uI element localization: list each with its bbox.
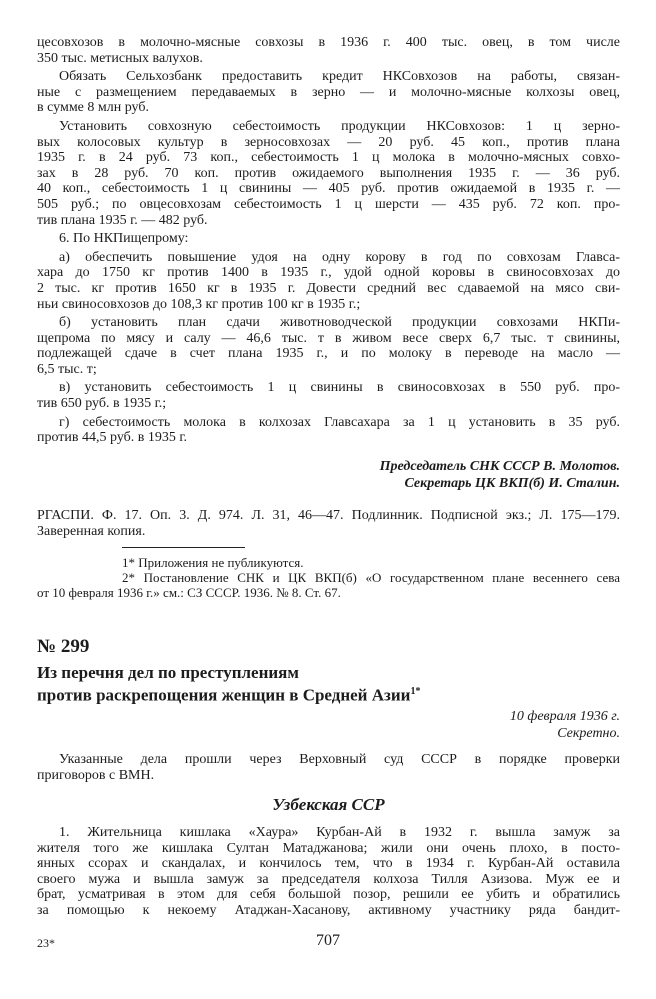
text-line: против 44,5 руб. в 1935 г. — [37, 430, 188, 446]
paragraph — [37, 415, 620, 446]
paragraph — [37, 231, 620, 247]
text-line: зах в 28 руб. 70 коп. против ожидаемого выполнения 1935 г. — 36 руб. — [37, 165, 620, 181]
text-line: 1. Жительница кишлака «Хаура» Курбан-Ай в 1932 г. вышла замуж за — [59, 825, 620, 840]
footnotes — [37, 555, 620, 600]
text-line: Обязать Сельхозбанк предоставить кредит НКСовхозов на работы, связан- — [59, 69, 620, 85]
source-line: РГАСПИ. Ф. 17. Оп. 3. Д. 974. Л. 31, 46—47. Подлинник. Подписной экз.; Л. 175—179. — [37, 508, 620, 523]
text-line: за помощью к некоему Атаджан-Хасанову, активному участнику ряда бандит- — [37, 902, 620, 918]
paragraph — [37, 380, 620, 411]
paragraph — [37, 752, 620, 783]
text-line: 350 тыс. метисных валухов. — [37, 50, 203, 66]
paragraph — [37, 315, 620, 377]
text-line: 6. По НКПищепрому: — [59, 231, 189, 247]
signature-mark: 23* — [37, 936, 55, 950]
signature-molotov: Председатель СНК СССР В. Молотов. — [379, 459, 620, 474]
paragraph — [37, 250, 620, 312]
title-text: против раскрепощения женщин в Средней Азии — [37, 685, 411, 705]
text-line: в сумме 8 млн руб. — [37, 100, 149, 116]
text-line: вых колосовых культур в зерносовхозах — 20 руб. 45 коп., против плана — [37, 134, 620, 150]
document-number: № 299 — [37, 636, 90, 657]
section-heading: Узбекская ССР — [272, 795, 385, 814]
signature-stalin: Секретарь ЦК ВКП(б) И. Сталин. — [404, 476, 620, 491]
signatures — [37, 458, 620, 492]
case-text — [37, 825, 620, 922]
text-line: хара до 1750 кг против 1400 в 1935 г., удой одной коровы в свиносовхозах до — [37, 265, 620, 281]
title-footnote-mark: 1* — [410, 686, 421, 697]
text-line: своего мужа и вышла замуж за председателя колхоза Тилля Азизова. Муж ее и — [37, 871, 620, 887]
document-date: 10 февраля 1936 г. — [509, 709, 620, 724]
text-line: 2 тыс. кг против 1650 кг в 1935 г. Довести средний вес сдаваемой на мясо сви- — [37, 280, 620, 296]
text-line: Установить совхозную себестоимость продукции НКСовхозов: 1 ц зерно- — [59, 118, 620, 134]
text-line: брат, усматривая в этом для себя большой позор, решили ее убить и обратились — [37, 887, 620, 903]
text-line: цесовхозов в молочно-мясные совхозы в 1936 г. 400 тыс. овец, в том числе — [37, 35, 620, 50]
text-line: ньи свиносовхозов до 108,3 кг против 100 кг в 1935 г.; — [37, 296, 361, 312]
paragraph — [37, 35, 620, 66]
footnote-divider — [122, 547, 245, 548]
text-line: тив 650 руб. в 1935 г.; — [37, 396, 167, 412]
paragraph — [37, 825, 620, 919]
footnote-line: 2* Постановление СНК и ЦК ВКП(б) «О государственном плане весеннего сева — [122, 570, 620, 585]
document-title-line1: Из перечня дел по преступлениям — [37, 663, 299, 682]
page-number: 707 — [316, 932, 340, 949]
source-line: Заверенная копия. — [37, 523, 146, 539]
text-line: приговоров с ВМН. — [37, 767, 155, 783]
text-line: подлежащей сдаче в счет плана 1935 г., и по молоку в переводе на масло — — [37, 346, 620, 362]
text-line: в) установить себестоимость 1 ц свинины в свиносовхозах в 550 руб. про- — [59, 380, 620, 396]
footnote-line: от 10 февраля 1936 г.» см.: СЗ СССР. 1936. № 8. Ст. 67. — [37, 585, 341, 600]
document-classification: Секретно. — [557, 726, 620, 741]
document-dateline — [37, 708, 620, 742]
archive-source — [37, 508, 620, 539]
text-line: б) установить план сдачи животноводческой продукции совхозами НКПи- — [59, 315, 620, 331]
text-line: ные с размещением передаваемых в зерно — и молочно-мясные колхозы овец, — [37, 84, 620, 100]
text-line: г) себестоимость молока в колхозах Главсахара за 1 ц установить в 35 руб. — [59, 414, 620, 430]
document-title — [37, 663, 620, 705]
document-title-line2 — [37, 682, 620, 705]
text-line: 505 руб.; по овцесовхозам себестоимость 1 ц шерсти — 435 руб. 72 коп. про- — [37, 196, 620, 212]
text-line: тив плана 1935 г. — 482 руб. — [37, 212, 208, 228]
footnote — [37, 570, 620, 600]
text-line: а) обеспечить повышение удоя на одну корову в год по совхозам Главса- — [59, 249, 620, 265]
text-line: жителя того же кишлака Султан Матаджанова; жили они очень плохо, в посто- — [37, 840, 620, 856]
text-line: 1935 г. в 24 руб. 73 коп., себестоимость 1 ц молока в молочно-мясных совхо- — [37, 150, 620, 166]
intro-text — [37, 752, 620, 786]
footnote — [37, 555, 620, 570]
text-line: янных ссорах и скандалах, и кончилось тем, что в 1934 г. Курбан-Ай оставила — [37, 856, 620, 872]
text-line: 40 коп., себестоимость 1 ц свинины — 405 руб. против ожидаемой в 1935 г. — — [37, 181, 620, 197]
text-line: 6,5 тыс. т; — [37, 361, 97, 377]
paragraph — [37, 69, 620, 116]
footnote-line: 1* Приложения не публикуются. — [122, 555, 304, 570]
text-line: Указанные дела прошли через Верховный суд СССР в порядке проверки — [59, 752, 620, 767]
text-line: щепрома по мясу и салу — 46,6 тыс. т в живом весе сверх 6,7 тыс. т свинины, — [37, 330, 620, 346]
paragraph — [37, 119, 620, 228]
decree-text — [37, 35, 620, 449]
